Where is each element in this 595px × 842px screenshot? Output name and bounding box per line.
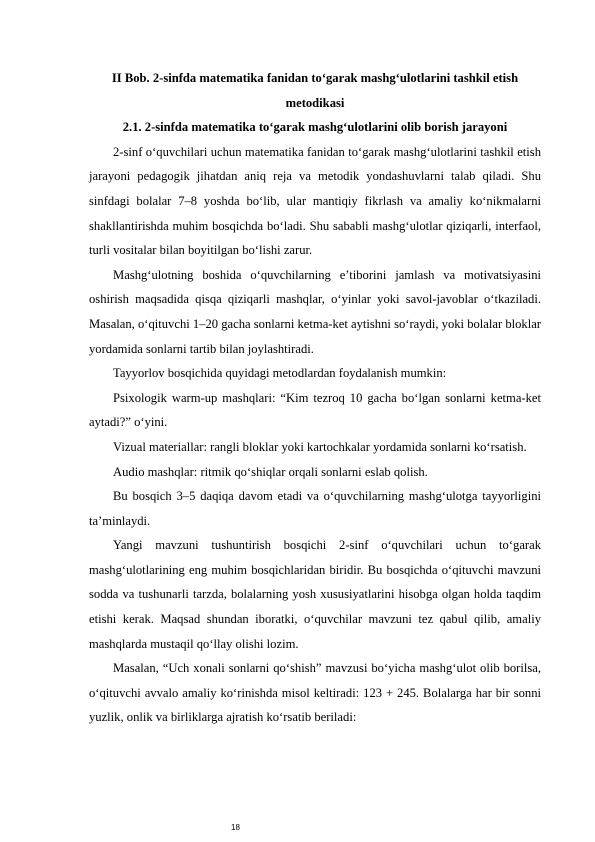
chapter-heading: II Bob. 2-sinfda matematika fanidan to‘garak mashg‘ulotlarini tashkil etish metodikasi (111, 71, 519, 110)
paragraph-2: Mashg‘ulotning boshida o‘quvchilarning e’tiborini jamlash va motivatsiyasini oshirish maqsadida qisqa qiziqarli mashqlar, o‘yinlar yoki savol-javoblar o‘tkaziladi. Masalan, o‘qituvchi 1–20 gacha sonlarni ketma-ket aytishni so‘raydi, yoki bolalar bloklar yordamida sonlarni tartib bilan joylashtiradi. (89, 267, 541, 356)
page-number: 18 (231, 823, 240, 832)
paragraph-9: Masalan, “Uch xonali sonlarni qo‘shish” mavzusi bo‘yicha mashg‘ulot olib borilsa, o‘qituvchi avvalo amaliy ko‘rinishda misol keltiradi: 123 + 245. Bolalarga har bir sonni yuzlik, onlik va birliklarga ajratish ko‘rsatib beriladi: (89, 661, 541, 725)
paragraph-4: Psixologik warm-up mashqlari: “Kim tezroq 10 gacha bo‘lgan sonlarni ketma-ket aytadi?” o‘yini. (89, 390, 541, 430)
paragraph-1: 2-sinf o‘quvchilari uchun matematika fanidan to‘garak mashg‘ulotlarini tashkil etish jarayoni pedagogik jihatdan aniq reja va metodik yondashuvlarni talab qiladi. Shu sinfdagi bolalar 7–8 yoshda bo‘lib, ular mantiqiy fikrlash va amaliy ko‘nikmalarni shakllantirishda muhim bosqichda bo‘ladi. Shu sababli mashg‘ulotlar qiziqarli, interfaol, turli vositalar bilan boyitilgan bo‘lishi zarur. (89, 144, 541, 258)
paragraph-3: Tayyorlov bosqichida quyidagi metodlardan foydalanish mumkin: (113, 366, 447, 381)
paragraph-5: Vizual materiallar: rangli bloklar yoki kartochkalar yordamida sonlarni ko‘rsatish. (113, 439, 527, 454)
section-heading: 2.1. 2-sinfda matematika to‘garak mashg‘ulotlarini olib borish jarayoni (122, 120, 508, 135)
paragraph-8: Yangi mavzuni tushuntirish bosqichi 2-sinf o‘quvchilari uchun to‘garak mashg‘ulotlarining eng muhim bosqichlaridan biridir. Bu bosqichda o‘qituvchi mavzuni sodda va tushunarli tarzda, bolalarning yosh xususiyatlarini hisobga olgan holda taqdim etishi kerak. Maqsad shundan iboratki, o‘quvchilar mavzuni tez qabul qilib, amaliy mashqlarda mustaqil qo‘llay olishi lozim. (89, 538, 541, 651)
paragraph-6: Audio mashqlar: ritmik qo‘shiqlar orqali sonlarni eslab qolish. (113, 464, 428, 479)
paragraph-7: Bu bosqich 3–5 daqiqa davom etadi va o‘quvchilarning mashg‘ulotga tayyorligini ta’minlaydi. (89, 489, 541, 528)
document-page (89, 66, 541, 730)
